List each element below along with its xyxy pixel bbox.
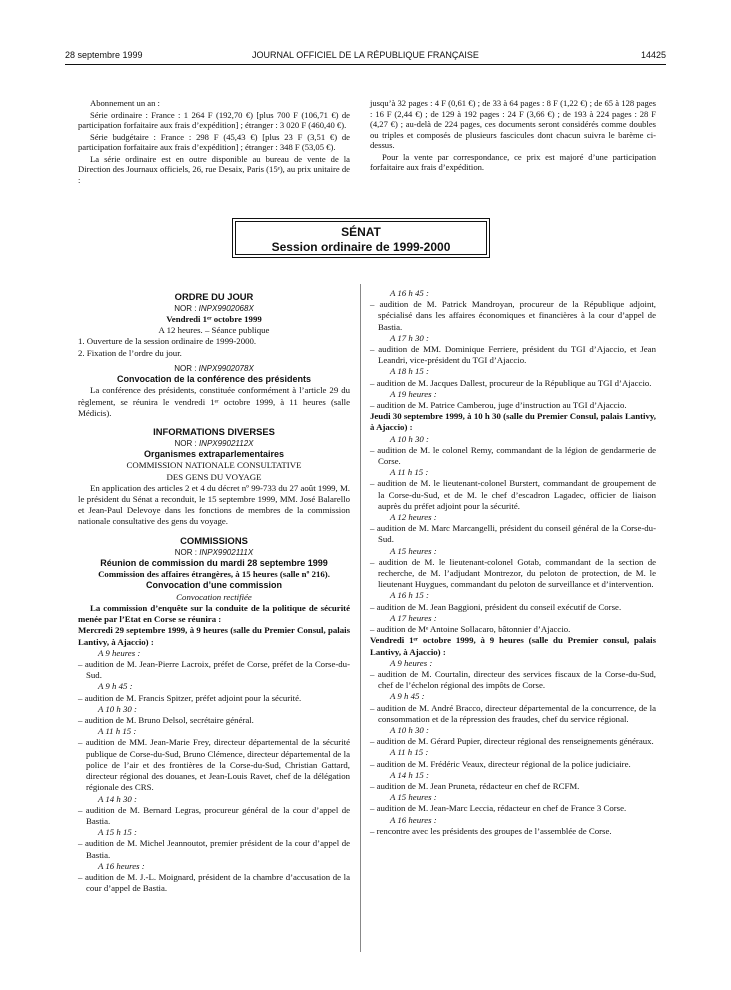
schedule-entry: – audition de M. le lieutenant-colonel Gotab, commandant de la section de recherche, de M. l’adjudant Montrezor, du peloton de protection, de M. le lieutenant Huygues, commandant du peloton de surveillance et d’intervention.: [370, 556, 656, 590]
header-page-number: 14425: [640, 50, 666, 60]
schedule-time: A 14 h 30 :: [98, 793, 137, 804]
subscription-right: [370, 98, 656, 174]
spacer: [78, 528, 350, 532]
schedule-time: A 11 h 15 :: [390, 467, 429, 478]
schedule-entry: – audition de M. J.-L. Moignard, président de la chambre d’accusation de la cour d’appel de Bastia.: [78, 871, 350, 894]
schedule-entry: – audition de M. le lieutenant-colonel Burstert, commandant de groupement de la Corse-du-Sud, et de M. le chef d’escadron Lagadec, officier de liaison auprès du préfet adjoint pour la sécurité.: [370, 478, 656, 511]
schedule-entry: – audition de M. Bruno Delsol, secrétaire général.: [78, 715, 254, 726]
subsection-title: Convocation de la conférence des présidents: [116, 373, 312, 384]
header-journal-title: JOURNAL OFFICIEL DE LA RÉPUBLIQUE FRANÇAISE: [252, 50, 479, 60]
subsection-title: Convocation d’une commission: [145, 580, 282, 591]
schedule-entry: – audition de Mᵉ Antoine Sollacaro, bâtonnier d’Ajaccio.: [370, 624, 571, 635]
schedule-entry: – audition de M. Patrice Camberou, juge d’instruction au TGI d’Ajaccio.: [370, 400, 627, 411]
subscription-paragraph: Série budgétaire : France : 298 F (45,43 €) [plus 23 F (3,51 €) de participation forfaitaire aux frais d’expédition] ; étranger : 348 F (53,05 €).: [78, 131, 350, 152]
subscription-paragraph: La série ordinaire est en outre disponible au bureau de vente de la Direction des Journaux officiels, 26, rue Desaix, Paris (15ᵉ), au prix unitaire de :: [78, 153, 350, 185]
nor-reference: NOR : INPX9902068X: [174, 304, 254, 313]
schedule-list: [78, 648, 350, 894]
rectification-note: Convocation rectifiée: [176, 591, 252, 602]
schedule-time: A 17 h 30 :: [390, 332, 429, 343]
paragraph: En application des articles 2 et 4 du décret nº 99-733 du 27 août 1999, M. le président du Sénat a reconduit, le 15 septembre 1999, MM. José Balarello et Jean-Paul Delevoye dans les fonctions de membres de la commission nationale consultative des gens du voyage.: [78, 482, 350, 527]
senat-title: SÉNAT: [341, 225, 381, 239]
meeting-date: Vendredi 1ᵉʳ octobre 1999, à 9 heures (salle du Premier consul, palais Lantivy, à Ajaccio) :: [370, 635, 656, 657]
nor-code: INPX9902078X: [198, 363, 254, 373]
schedule-entry: – audition de M. Jean-Marc Leccia, rédacteur en chef de France 3 Corse.: [370, 803, 627, 814]
schedule-time: A 15 heures :: [390, 792, 437, 803]
schedule-entry: – audition de M. André Bracco, directeur départemental de la concurrence, de la consommation et de la répression des fraudes, chef du service régional.: [370, 702, 656, 724]
nor-reference: NOR : INPX9902112X: [174, 438, 254, 448]
header-date: 28 septembre 1999: [65, 50, 143, 60]
schedule-time: A 10 h 30 :: [98, 703, 137, 714]
right-column: [370, 288, 656, 837]
nor-code: INPX9902112X: [198, 438, 254, 448]
agenda-item: 1. Ouverture de la session ordinaire de 1999-2000.: [78, 336, 257, 347]
commission-name-line: DES GENS DU VOYAGE: [166, 471, 262, 482]
senat-subtitle: Session ordinaire de 1999-2000: [271, 240, 451, 254]
paragraph: La conférence des présidents, constituée conformément à l’article 29 du règlement, se réunira le vendredi 1ᵉʳ octobre 1999, à 11 heures (salle Médicis).: [78, 385, 350, 418]
subscription-paragraph: Abonnement un an :: [90, 98, 160, 108]
schedule-time: A 18 h 15 :: [390, 366, 429, 377]
subscription-paragraph: Série ordinaire : France : 1 264 F (192,70 €) [plus 700 F (106,71 €) de participation forfaitaire aux frais d’expédition] ; étranger : 3 020 F (460,40 €).: [78, 109, 350, 130]
session-date: Vendredi 1ᵉʳ octobre 1999: [166, 314, 262, 324]
header-rule: [65, 64, 666, 65]
left-column: [78, 288, 350, 894]
schedule-entry: – audition de MM. Jean-Marie Frey, directeur départemental de la sécurité publique de Corse-du-Sud, Bruno Clémence, directeur départemental de la police de l’air et des frontières de la Corse-du-Sud, Christian Gattard, directeur régional des douanes, et Jean-Louis Ravet, chef de la délégation régionale des CRS.: [78, 737, 350, 793]
schedule-entry: – audition de M. Michel Jeannoutot, premier président de la cour d’appel de Bastia.: [78, 838, 350, 860]
schedule-entry: – audition de MM. Dominique Ferriere, président du TGI d’Ajaccio, et Jean Leandri, vice-président du TGI d’Ajaccio.: [370, 344, 656, 366]
schedule-list: [370, 434, 656, 636]
schedule-entry: – audition de M. Jean Baggioni, président du conseil exécutif de Corse.: [370, 601, 622, 612]
column-divider: [360, 284, 361, 952]
spacer: [78, 419, 350, 423]
schedule-entry: – audition de M. Gérard Pupier, directeur régional des renseignements généraux.: [370, 736, 654, 747]
section-title-ordre-du-jour: ORDRE DU JOUR: [174, 291, 254, 302]
schedule-list: [370, 288, 656, 411]
schedule-entry: – audition de M. Courtalin, directeur des services fiscaux de la Corse-du-Sud, chef de l’échelon régional des impôts de Corse.: [370, 668, 656, 691]
subsection-title: Réunion de commission du mardi 28 septembre 1999: [100, 557, 328, 568]
agenda-item: 2. Fixation de l’ordre du jour.: [78, 347, 182, 358]
schedule-time: A 14 h 15 :: [390, 769, 429, 780]
subscription-paragraph: jusqu’à 32 pages : 4 F (0,61 €) ; de 33 à 64 pages : 8 F (1,22 €) ; de 65 à 128 pages : 16 F (2,44 €) ; de 129 à 192 pages : 24 F (3,66 €) ; de 193 à 224 pages : 28 F (4,27 €) ; au-delà de 224 pages, ces documents seront considérés comme doubles ou triples et composés de plusieurs fascicules dont chacun suivra le barème ci-dessus.: [370, 98, 656, 150]
schedule-time: A 12 heures :: [390, 512, 437, 523]
schedule-entry: – audition de M. Frédéric Veaux, directeur régional de la police judiciaire.: [370, 758, 631, 769]
schedule-time: A 11 h 15 :: [390, 747, 429, 758]
subsection-title: Organismes extraparlementaires: [143, 448, 285, 459]
schedule-entry: – audition de M. Jean Pruneta, rédacteur en chef de RCFM.: [370, 780, 580, 791]
nor-code: INPX9902111X: [199, 547, 254, 557]
section-title-commissions: COMMISSIONS: [180, 534, 248, 546]
schedule-time: A 15 heures :: [390, 545, 437, 556]
meeting-date: Jeudi 30 septembre 1999, à 10 h 30 (salle du Premier Consul, palais Lantivy, à Ajaccio) :: [370, 411, 656, 433]
subscription-paragraph: Pour la vente par correspondance, ce prix est majoré d’une participation forfaitaire aux frais d’expédition.: [370, 151, 656, 172]
nor-code: INPX9902068X: [198, 304, 254, 313]
schedule-time: A 9 h 45 :: [98, 681, 133, 692]
schedule-time: A 11 h 15 :: [98, 726, 137, 737]
schedule-time: A 9 h 45 :: [390, 691, 425, 702]
schedule-time: A 19 heures :: [390, 388, 437, 399]
seance-line: A 12 heures. – Séance publique: [158, 325, 270, 336]
schedule-entry: – audition de M. Jacques Dallest, procureur de la République au TGI d’Ajaccio.: [370, 377, 652, 388]
meeting-date: Mercredi 29 septembre 1999, à 9 heures (salle du Premier Consul, palais Lantivy, à Ajaccio) :: [78, 625, 350, 647]
schedule-entry: – audition de M. Marc Marcangelli, président du conseil général de la Corse-du-Sud.: [370, 523, 656, 545]
page-header: [65, 49, 666, 63]
schedule-time: A 10 h 30 :: [390, 724, 429, 735]
nor-reference: NOR : INPX9902111X: [174, 547, 254, 557]
paragraph: La commission d’enquête sur la conduite de la politique de sécurité menée par l’Etat en Corse se réunira :: [78, 603, 350, 625]
schedule-entry: – audition de M. Patrick Mandroyan, procureur de la République adjoint, spécialisé dans les affaires économiques et financières à la cour d’appel de Bastia.: [370, 299, 656, 332]
schedule-time: A 15 h 15 :: [98, 827, 137, 838]
schedule-time: A 16 heures :: [98, 860, 145, 871]
nor-reference: NOR : INPX9902078X: [174, 363, 254, 373]
schedule-time: A 9 heures :: [390, 657, 433, 668]
schedule-time: A 17 heures :: [390, 612, 437, 623]
commission-line: Commission des affaires étrangères, à 15 heures (salle nº 216).: [98, 569, 330, 580]
senat-title-inner: [235, 221, 487, 255]
schedule-entry: – audition de M. Francis Spitzer, préfet adjoint pour la sécurité.: [78, 692, 302, 703]
subscription-left: [78, 98, 350, 186]
schedule-list: [370, 658, 656, 837]
schedule-entry: – audition de M. Bernard Legras, procureur général de la cour d’appel de Bastia.: [78, 804, 350, 826]
schedule-time: A 10 h 30 :: [390, 433, 429, 444]
schedule-entry: – audition de M. Jean-Pierre Lacroix, préfet de Corse, préfet de la Corse-du-Sud.: [78, 659, 350, 681]
schedule-time: A 16 heures :: [390, 814, 437, 825]
schedule-time: A 9 heures :: [98, 647, 141, 658]
commission-name-line: COMMISSION NATIONALE CONSULTATIVE: [126, 460, 302, 471]
section-title-informations: INFORMATIONS DIVERSES: [153, 425, 275, 437]
schedule-entry: – rencontre avec les présidents des groupes de l’assemblée de Corse.: [370, 825, 612, 836]
schedule-time: A 16 h 15 :: [390, 590, 429, 601]
schedule-entry: – audition de M. le colonel Remy, commandant de la légion de gendarmerie de Corse.: [370, 444, 656, 467]
senat-title-box: [232, 218, 490, 258]
schedule-time: A 16 h 45 :: [390, 288, 429, 298]
